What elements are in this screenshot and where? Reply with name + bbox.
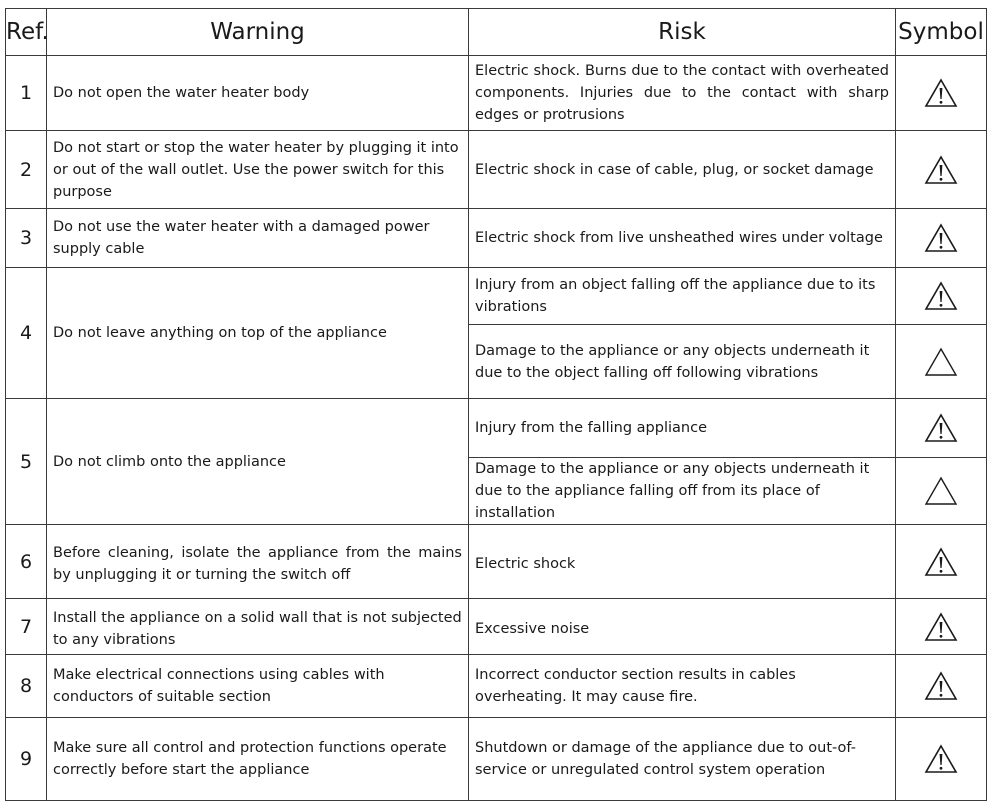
- symbol-cell: [896, 131, 987, 209]
- ref-number: 7: [6, 599, 47, 655]
- warning-text: Do not climb onto the appliance: [47, 399, 469, 525]
- symbol-cell: [896, 525, 987, 599]
- warning-exclamation-icon: [924, 612, 958, 642]
- table-row: [6, 525, 987, 599]
- table-row: [6, 131, 987, 209]
- symbol-cell: [896, 458, 987, 525]
- header-warning: Warning: [47, 9, 469, 56]
- warning-triangle-icon: [924, 476, 958, 506]
- warning-exclamation-icon: [924, 744, 958, 774]
- warning-exclamation-icon: [924, 671, 958, 701]
- warning-text: Before cleaning, isolate the appliance from the mains by unplugging it or turning the switch off: [47, 525, 469, 599]
- warning-exclamation-icon: [924, 413, 958, 443]
- risk-text: Shutdown or damage of the appliance due to out-of-service or unregulated control system operation: [469, 718, 896, 801]
- warning-text: Do not use the water heater with a damaged power supply cable: [47, 209, 469, 268]
- ref-number: 6: [6, 525, 47, 599]
- ref-number: 4: [6, 268, 47, 399]
- header-risk: Risk: [469, 9, 896, 56]
- symbol-cell: [896, 718, 987, 801]
- ref-number: 3: [6, 209, 47, 268]
- safety-warnings-table: [5, 8, 987, 801]
- risk-text: Injury from the falling appliance: [469, 399, 896, 458]
- table-row: [6, 399, 987, 458]
- warning-exclamation-icon: [924, 78, 958, 108]
- table-row: [6, 599, 987, 655]
- header-symbol: Symbol: [896, 9, 987, 56]
- warning-text: Do not leave anything on top of the appliance: [47, 268, 469, 399]
- warning-text: Install the appliance on a solid wall that is not subjected to any vibrations: [47, 599, 469, 655]
- symbol-cell: [896, 209, 987, 268]
- ref-number: 8: [6, 655, 47, 718]
- warning-text: Make sure all control and protection functions operate correctly before start the appliance: [47, 718, 469, 801]
- ref-number: 1: [6, 56, 47, 131]
- warning-text: Do not open the water heater body: [47, 56, 469, 131]
- risk-text: Electric shock in case of cable, plug, or socket damage: [469, 131, 896, 209]
- symbol-cell: [896, 599, 987, 655]
- symbol-cell: [896, 268, 987, 325]
- risk-text: Excessive noise: [469, 599, 896, 655]
- symbol-cell: [896, 655, 987, 718]
- symbol-cell: [896, 56, 987, 131]
- table-row: [6, 655, 987, 718]
- risk-text: Damage to the appliance or any objects underneath it due to the appliance falling off from its place of installation: [469, 458, 896, 525]
- risk-text: Injury from an object falling off the appliance due to its vibrations: [469, 268, 896, 325]
- symbol-cell: [896, 325, 987, 399]
- table-row: [6, 209, 987, 268]
- risk-text: Electric shock from live unsheathed wires under voltage: [469, 209, 896, 268]
- risk-text: Damage to the appliance or any objects underneath it due to the object falling off following vibrations: [469, 325, 896, 399]
- risk-text: Electric shock: [469, 525, 896, 599]
- warning-exclamation-icon: [924, 223, 958, 253]
- warning-text: Make electrical connections using cables with conductors of suitable section: [47, 655, 469, 718]
- risk-text: Incorrect conductor section results in cables overheating. It may cause fire.: [469, 655, 896, 718]
- header-ref: Ref.: [6, 9, 47, 56]
- warning-exclamation-icon: [924, 281, 958, 311]
- ref-number: 9: [6, 718, 47, 801]
- warning-exclamation-icon: [924, 155, 958, 185]
- ref-number: 2: [6, 131, 47, 209]
- warning-text: Do not start or stop the water heater by plugging it into or out of the wall outlet. Use the power switch for this purpose: [47, 131, 469, 209]
- table-row: [6, 268, 987, 325]
- risk-text: Electric shock. Burns due to the contact with overheated components. Injuries due to the contact with sharp edges or protrusions: [469, 56, 896, 131]
- table-row: [6, 718, 987, 801]
- warning-triangle-icon: [924, 347, 958, 377]
- warning-exclamation-icon: [924, 547, 958, 577]
- symbol-cell: [896, 399, 987, 458]
- table-row: [6, 56, 987, 131]
- ref-number: 5: [6, 399, 47, 525]
- header-row: [6, 9, 987, 56]
